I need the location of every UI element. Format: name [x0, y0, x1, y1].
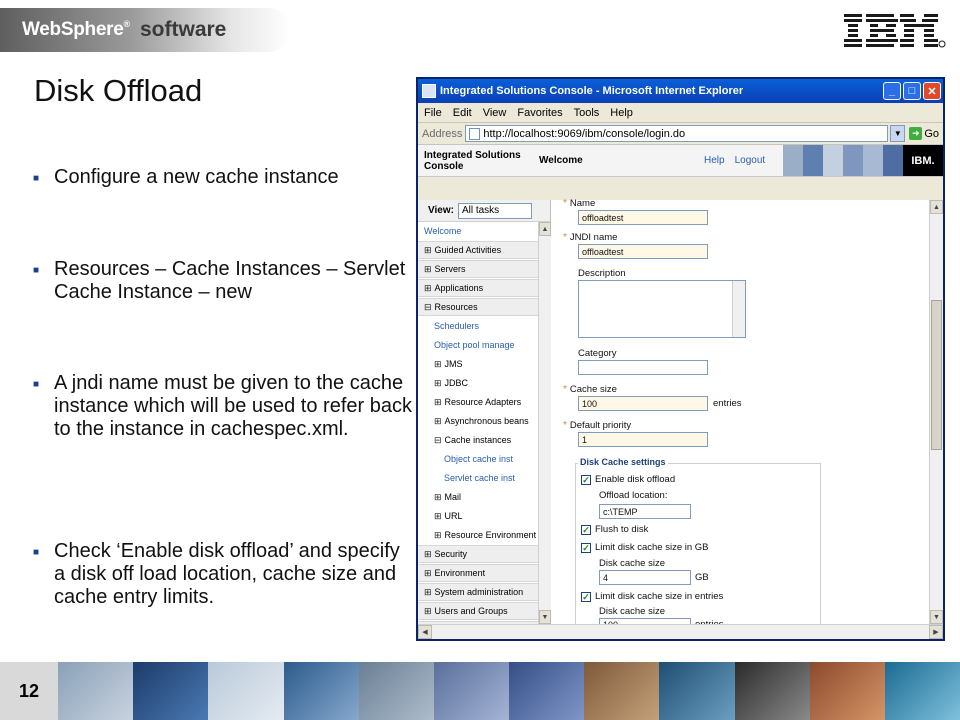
disk-cache-size-entries-label: Disk cache size — [599, 606, 665, 617]
console-banner-image — [783, 145, 903, 176]
minimize-icon[interactable]: _ — [883, 82, 901, 100]
flush-to-disk-option[interactable]: ✓ Flush to disk — [582, 524, 649, 535]
slide-footer — [0, 662, 960, 720]
scroll-down-icon[interactable]: ▼ — [539, 610, 551, 624]
nav-item-label: URL — [444, 511, 463, 521]
nav-item-label: Resource Adapters — [444, 397, 522, 407]
description-label: Description — [578, 268, 626, 279]
horizontal-scrollbar[interactable] — [418, 624, 943, 639]
logout-link[interactable]: Logout — [734, 155, 766, 166]
help-link[interactable]: Help — [704, 155, 725, 166]
nav-item-label: System administration — [434, 587, 524, 597]
expand-icon[interactable]: ⊞ — [424, 244, 432, 255]
bullet-item: ■ A jndi name must be given to the cache instance which will be used to refer back to the instance in cachespec.xml. — [33, 372, 412, 440]
expand-icon[interactable]: ⊞ — [424, 605, 432, 616]
disk-cache-size-gb-input[interactable]: 4 — [599, 570, 691, 585]
enable-disk-offload-option[interactable]: ✓ Enable disk offload — [582, 474, 676, 485]
content-scrollbar[interactable] — [929, 200, 943, 624]
jndi-name-input[interactable]: offloadtest — [578, 244, 708, 259]
expand-icon[interactable]: ⊞ — [434, 377, 442, 388]
nav-item[interactable] — [418, 526, 550, 544]
expand-icon[interactable]: ⊞ — [434, 529, 442, 540]
nav-item-label: Resources — [434, 302, 478, 312]
cache-size-label: * Cache size — [563, 384, 617, 395]
console-welcome: Welcome — [539, 155, 583, 166]
scroll-up-icon[interactable]: ▲ — [539, 222, 551, 236]
navigation-tree — [418, 200, 551, 624]
nav-item[interactable] — [418, 222, 550, 240]
nav-item-label: Welcome — [424, 226, 462, 236]
websphere-logo: WebSphere® — [22, 19, 130, 40]
address-bar — [418, 123, 943, 145]
name-label: * Name — [563, 198, 596, 209]
collapse-icon[interactable]: ⊟ — [434, 434, 442, 445]
expand-icon[interactable]: ⊞ — [434, 415, 442, 426]
bullet-square-icon: ■ — [33, 173, 40, 184]
nav-item-label: Schedulers — [434, 321, 480, 331]
category-input[interactable] — [578, 360, 708, 375]
offload-location-label: Offload location: — [599, 490, 668, 501]
menu-edit[interactable]: Edit — [452, 106, 472, 119]
nav-item[interactable] — [418, 317, 550, 335]
nav-item[interactable] — [418, 336, 550, 354]
bullet-item: ■ Check ‘Enable disk offload’ and specify a disk off load location, cache size and cache entry limits. — [33, 540, 400, 608]
required-icon: * — [563, 420, 567, 431]
nav-item-label: JMS — [444, 359, 463, 369]
view-select[interactable]: All tasks — [458, 203, 532, 219]
nav-item-label: Servlet cache inst — [444, 473, 516, 483]
scroll-right-icon[interactable]: ▶ — [929, 625, 943, 639]
scroll-down-icon[interactable]: ▼ — [930, 610, 943, 624]
console-title: Integrated Solutions Console — [424, 149, 521, 172]
nav-item-label: Guided Activities — [434, 245, 502, 255]
nav-item[interactable] — [418, 564, 550, 582]
maximize-icon[interactable]: □ — [903, 82, 921, 100]
ie-icon — [422, 84, 436, 98]
scrollbar-thumb[interactable] — [931, 300, 942, 450]
nav-scrollbar[interactable] — [538, 222, 551, 624]
page-number: 12 — [0, 662, 58, 720]
menu-bar — [418, 103, 943, 123]
nav-item-label: Resource Environment — [444, 530, 537, 540]
nav-item[interactable] — [418, 374, 550, 392]
menu-view[interactable]: View — [482, 106, 507, 119]
textarea-scrollbar[interactable] — [732, 281, 745, 337]
view-label: View: — [428, 205, 454, 216]
menu-tools[interactable]: Tools — [573, 106, 600, 119]
bullet-square-icon: ■ — [33, 265, 40, 276]
cache-size-input[interactable]: 100 — [578, 396, 708, 411]
jndi-name-label: * JNDI name — [563, 232, 618, 243]
disk-cache-size-gb-label: Disk cache size — [599, 558, 665, 569]
go-label: Go — [924, 127, 939, 140]
view-filter — [418, 200, 550, 222]
required-icon: * — [563, 232, 567, 243]
nav-item[interactable] — [418, 507, 550, 525]
required-icon: * — [563, 384, 567, 395]
enable-disk-offload-checkbox[interactable]: ✓ — [582, 474, 590, 485]
expand-icon[interactable]: ⊞ — [424, 263, 432, 274]
chevron-down-icon[interactable]: ▼ — [890, 125, 905, 142]
bullet-item: ■ Resources – Cache Instances – Servlet Cache Instance – new — [33, 258, 406, 303]
bullet-square-icon: ■ — [33, 379, 40, 390]
default-priority-label: * Default priority — [563, 420, 632, 431]
description-textarea[interactable] — [578, 280, 746, 338]
ibm-logo-icon — [842, 10, 946, 50]
nav-item-label: Users and Groups — [434, 606, 508, 616]
address-input[interactable] — [465, 125, 888, 142]
slide-title: Disk Offload — [34, 73, 203, 108]
limit-size-entries-checkbox[interactable]: ✓ — [582, 591, 590, 602]
nav-item[interactable] — [418, 602, 550, 620]
nav-item-label: Asynchronous beans — [444, 416, 529, 426]
go-button[interactable] — [909, 127, 939, 140]
nav-item[interactable] — [418, 412, 550, 430]
nav-item-label: Object cache inst — [444, 454, 514, 464]
limit-size-gb-checkbox[interactable]: ✓ — [582, 542, 590, 553]
nav-item-label: Object pool manage — [434, 340, 515, 350]
nav-item[interactable] — [418, 431, 550, 449]
nav-item-label: Mail — [444, 492, 462, 502]
nav-item[interactable] — [418, 260, 550, 278]
nav-item-label: Cache instances — [444, 435, 512, 445]
nav-item[interactable] — [418, 583, 550, 601]
window-titlebar[interactable] — [418, 79, 943, 103]
menu-file[interactable]: File — [424, 106, 442, 119]
console-header — [418, 145, 943, 177]
nav-item-label: Applications — [434, 283, 484, 293]
scroll-left-icon[interactable]: ◀ — [418, 625, 432, 639]
nav-item[interactable] — [418, 469, 550, 487]
cache-size-unit: entries — [713, 398, 742, 409]
nav-item[interactable] — [418, 545, 550, 563]
expand-icon[interactable]: ⊞ — [424, 567, 432, 578]
bullet-square-icon: ■ — [33, 547, 40, 558]
websphere-software-label: software — [140, 18, 227, 41]
expand-icon[interactable]: ⊞ — [434, 396, 442, 407]
window-title: Integrated Solutions Console - Microsoft Internet Explorer — [440, 85, 744, 97]
cache-instance-form — [553, 200, 929, 624]
flush-to-disk-checkbox[interactable]: ✓ — [582, 524, 590, 535]
footer-image-strip — [58, 662, 960, 720]
page-icon — [469, 128, 480, 140]
required-icon: * — [563, 198, 567, 209]
expand-icon[interactable]: ⊞ — [434, 491, 442, 502]
category-label: Category — [578, 348, 617, 359]
scroll-up-icon[interactable]: ▲ — [930, 200, 943, 214]
disk-cache-settings-title: Disk Cache settings — [580, 457, 666, 467]
offload-location-input[interactable]: c:\TEMP — [599, 504, 691, 519]
nav-item[interactable] — [418, 450, 550, 468]
address-label: Address — [422, 127, 463, 140]
nav-item-label: Environment — [434, 568, 486, 578]
menu-favorites[interactable]: Favorites — [517, 106, 563, 119]
nav-item[interactable] — [418, 241, 550, 259]
bullet-item: ■ Configure a new cache instance — [33, 166, 339, 188]
nav-item[interactable] — [418, 393, 550, 411]
expand-icon[interactable]: ⊞ — [424, 548, 432, 559]
expand-icon[interactable]: ⊞ — [424, 282, 432, 293]
expand-icon[interactable]: ⊞ — [424, 586, 432, 597]
browser-window — [416, 77, 945, 641]
collapse-icon[interactable]: ⊟ — [424, 301, 432, 312]
default-priority-input[interactable]: 1 — [578, 432, 708, 447]
name-input[interactable]: offloadtest — [578, 210, 708, 225]
slide-header — [0, 0, 960, 62]
address-url: http://localhost:9069/ibm/console/login.do — [483, 127, 686, 140]
menu-help[interactable]: Help — [610, 106, 633, 119]
nav-item-label: Security — [434, 549, 468, 559]
close-icon[interactable]: ✕ — [923, 82, 941, 100]
nav-item-label: JDBC — [444, 378, 469, 388]
expand-icon[interactable]: ⊞ — [434, 510, 442, 521]
nav-item[interactable] — [418, 279, 550, 297]
console-ibm-logo: IBM. — [903, 145, 943, 176]
go-arrow-icon: ➜ — [909, 127, 922, 140]
console-content — [418, 200, 943, 639]
nav-item[interactable] — [418, 488, 550, 506]
nav-item[interactable] — [418, 298, 550, 316]
limit-size-entries-option[interactable]: ✓ Limit disk cache size in entries — [582, 591, 724, 602]
nav-item[interactable] — [418, 355, 550, 373]
nav-item-label: Servers — [434, 264, 466, 274]
limit-size-gb-option[interactable]: ✓ Limit disk cache size in GB — [582, 542, 709, 553]
expand-icon[interactable]: ⊞ — [434, 358, 442, 369]
disk-cache-size-gb-unit: GB — [695, 572, 709, 583]
